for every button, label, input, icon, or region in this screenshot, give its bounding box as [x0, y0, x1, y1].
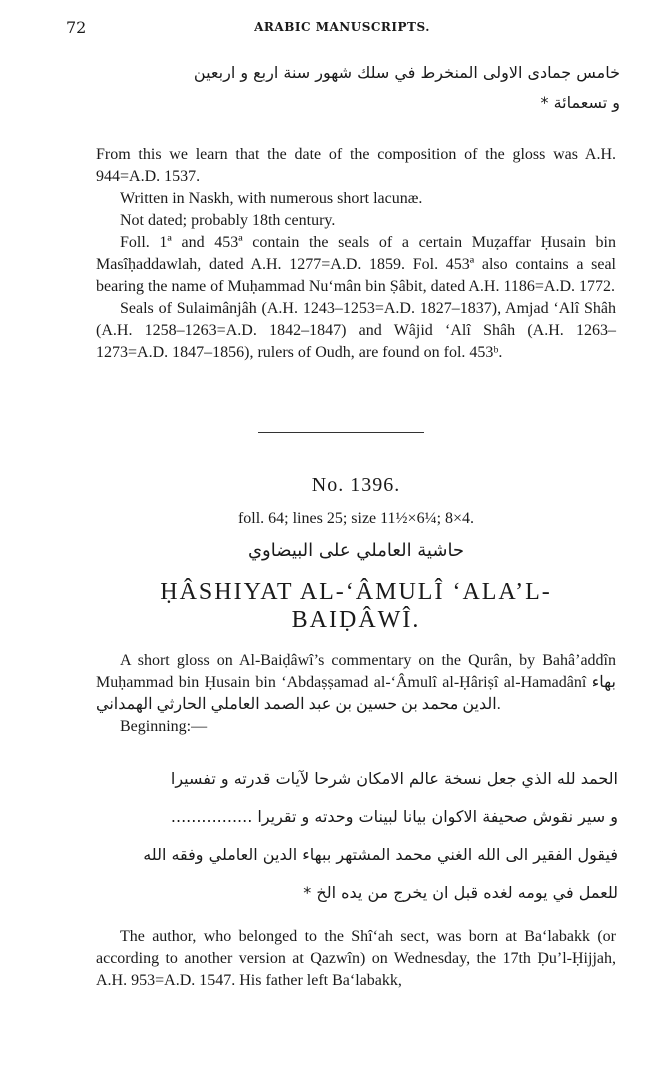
- section-divider: [258, 432, 424, 433]
- beginning-line: و سير نقوش صحيفة الاكوان بيانا لبينات وحدته و تقريرا ................: [170, 807, 618, 826]
- note-seals-rulers: Seals of Sulaimânjâh (A.H. 1243–1253=A.D. 1827–1837), Amjad ‘Alî Shâh (A.H. 1258–1263=A.D. 1842–1847) and Wâjid ‘Alî Shâh (A.H. 1263–1273=A.D. 1847–1856), rulers of Oudh, are found on fol. 453ᵇ.: [96, 300, 616, 361]
- colophon-arabic: [100, 58, 620, 118]
- page-number: 72: [66, 18, 87, 37]
- note-seals-folios: Foll. 1ª and 453ª contain the seals of a certain Muẓaffar Ḥusain bin Masîḥaddawlah, dated A.H. 1277=A.D. 1859. Fol. 453ª also contains a seal bearing the name of Muḥammad Nu‘mân bin Ṣâbit, dated A.H. 1186=A.D. 1772.: [96, 234, 616, 295]
- colophon-line: و تسعمائة *: [540, 93, 620, 112]
- description-paragraph: A short gloss on Al-Baiḍâwî’s commentary on the Qurân, by Bahâ’addîn Muḥammad bin Ḥusain bin ‘Abdaṣṣamad al-‘Âmulî al-Ḥâriṣî al-Hamadânî بهاء الدين محمد بن حسين بن عبد الصمد العاملي الحارثي الهمداني.: [96, 652, 616, 713]
- note-dating: Not dated; probably 18th century.: [120, 212, 336, 229]
- colophon-line: خامس جمادی الاولی المنخرط في سلك شهور سنة اربع و اربعين: [193, 63, 620, 82]
- entry-title-arabic: حاشية العاملي على البيضاوي: [247, 540, 465, 561]
- note-script: Written in Naskh, with numerous short lacunæ.: [120, 190, 423, 207]
- entry-title: ḤÂSHIYAT AL-‘ÂMULÎ ‘ALA’L-BAIḌÂWÎ.: [160, 579, 552, 633]
- closing-paragraph: The author, who belonged to the Shî‘ah sect, was born at Ba‘labakk (or according to another version at Qazwîn) on Wednesday, the 17th Ḍu’l-Ḥijjah, A.H. 953=A.D. 1547. His father left Ba‘labakk,: [96, 928, 616, 989]
- manuscript-notes: [96, 144, 616, 364]
- entry-number: No. 1396.: [311, 474, 401, 496]
- beginning-line: الحمد لله الذي جعل نسخة عالم الامكان شرحا لآيات قدرته و تفسيرا: [170, 769, 618, 788]
- entry-description: [96, 650, 616, 738]
- beginning-arabic: [66, 760, 618, 912]
- running-title: ARABIC MANUSCRIPTS.: [254, 20, 430, 34]
- note-date-composition: From this we learn that the date of the composition of the gloss was A.H. 944=A.D. 1537.: [96, 146, 616, 185]
- beginning-line: فيقول الفقير الى الله الغني محمد المشتهر ببهاء الدين العاملي وفقه الله: [143, 845, 618, 864]
- beginning-label: Beginning:—: [120, 718, 208, 735]
- page-header: [66, 18, 618, 42]
- beginning-line: للعمل في يومه لغده قبل ان يخرج من يده الخ *: [303, 883, 618, 902]
- author-biography: [96, 926, 616, 992]
- entry-physical-description: foll. 64; lines 25; size 11½×6¼; 8×4.: [237, 510, 475, 527]
